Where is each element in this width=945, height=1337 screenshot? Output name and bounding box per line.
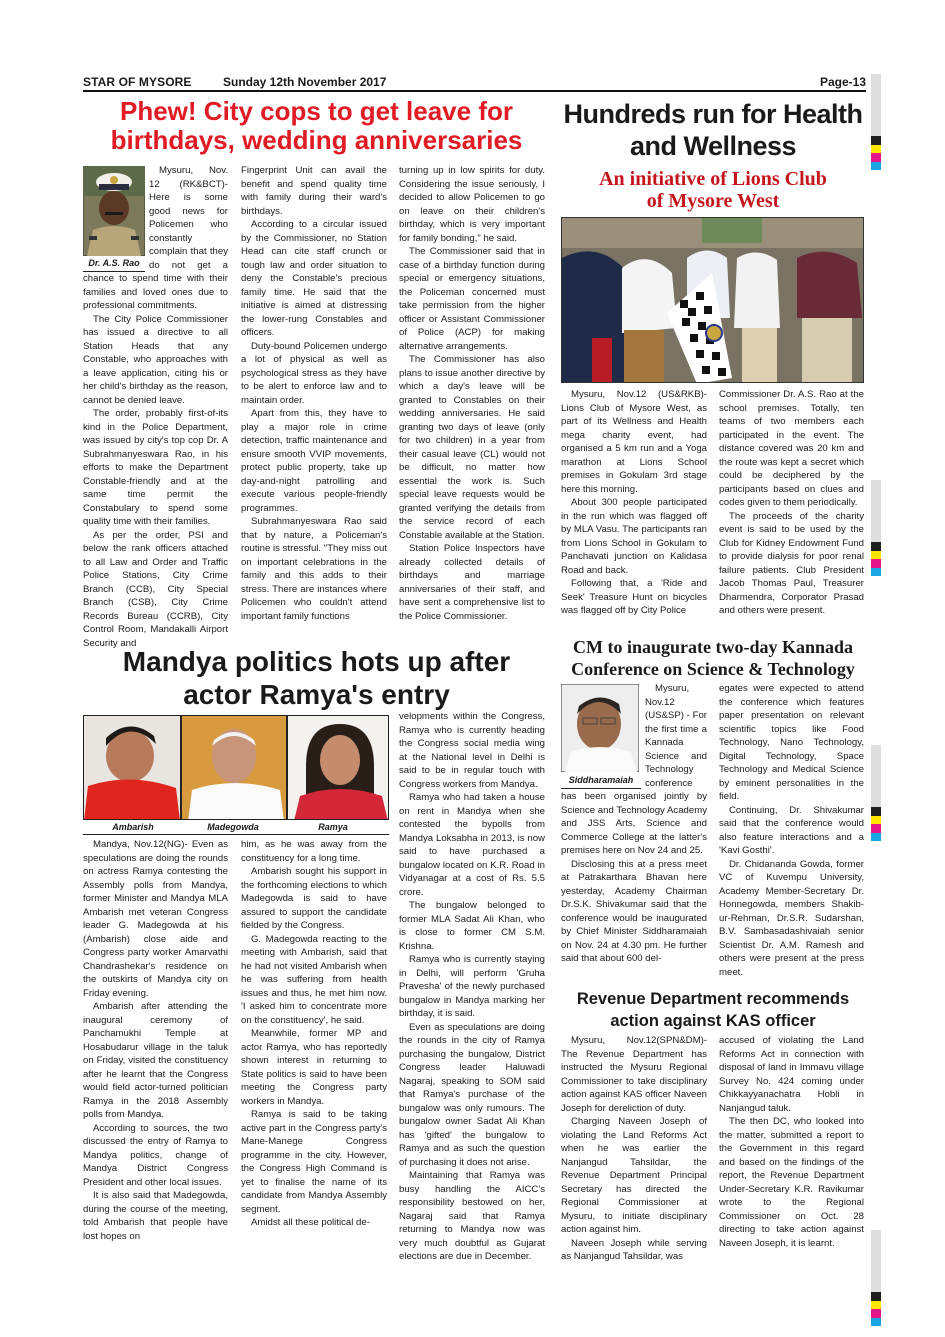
headline-kas [558,988,868,1032]
paragraph: The order, probably first-of-its kind in the Police Department, was issued by city's top cop Dr. A Subrahmanyeswara Rao, in his efforts to make the Department Constable-friendly and at the same time permit the Constabulary to spend some quality time with their families. [83,408,228,527]
article-kas-col2 [719,1034,864,1250]
paragraph: Ramya is said to be taking active part in the Congress party's Mane-Manege Congress programme in the city. However, the Congress High Command is yet to finalise the name of its candidate from Mandya Assembly segment. [241,1109,387,1215]
caption-rule [83,834,389,835]
event-photo-icon [562,218,864,383]
article-cops-col3 [399,164,545,623]
subhead-line: An initiative of Lions Club [599,168,827,190]
registration-bar [871,745,881,841]
paragraph: Ramya who is currently staying in Delhi, will perform 'Gruha Pravesha' of the newly purchased bungalow in Mandya marking her birthday, it is said. [399,954,545,1019]
paragraph: Dr. Chidananda Gowda, former VC of Kuvempu University, Academy Member-Secretary Dr. Honnegowda, members Shakib-ur-Rehman, Dr.S.R. Sudarshan, B.V. Sambasadashivaiah senior Scientist Dr. A.M. Ramesh and others were present at the press meet. [719,858,864,978]
paragraph: turning up in low spirits for duty. Considering the issue seriously, I decided to allow Policemen to go on leave on their children's birthday, which is very important for family bonding," he said. [399,165,545,244]
photo-caption: Ambarish [112,822,154,832]
paragraph: About 300 people participated in the run which was flagged off by MLA Vasu. The participants ran from Lions School in Gokulam to Panchavati junction on Kalidasa Road and back. [561,497,707,576]
article-run-col2 [719,388,864,618]
paragraph: Amidst all these political de- [251,1217,370,1228]
portraits-icon [84,716,389,820]
portrait-icon [83,166,145,256]
registration-bar [871,480,881,576]
paragraph: accused of violating the Land Reforms Act in connection with disposal of land in Immavu village Survey No. 424 coming under Chikkayyanachatra Hobli in Nanjangud taluk. [719,1035,864,1114]
paragraph: Subrahmanyeswara Rao said that by nature, a Policeman's routine is stressful. "They miss out on important celebrations in the family and this adds to their stress. There are instances where Policemen who couldn't attend important family functions [241,516,387,622]
paragraph: G. Madegowda reacting to the meeting with Ambarish, said that he had not visited Ambarish when he was suffering from health issues and thus, he met him now. 'I asked him to concentrate more on the constituency', he said. [241,933,387,1026]
photo-dr-as-rao [83,166,145,270]
paragraph: him, as he was away from the constituency for a long time. [241,839,387,864]
article-mandya-col3 [399,710,545,1264]
photo-caption: Siddharamaiah [561,774,641,789]
article-cops-col1 [83,164,228,650]
paragraph: The City Police Commissioner has issued a directive to all Station Heads that any Constable, who approaches with a leave application, citing his or her child's birthday as the reason, cannot be denied leave. [83,313,228,406]
headline-line: Hundreds run for Health [563,99,863,129]
headline-mandya [83,645,550,711]
newspaper-name: STAR OF MYSORE [83,75,192,89]
article-run-col1 [561,388,707,618]
photo-strip-mandya [83,715,389,820]
photo-caption: Dr. A.S. Rao [83,257,145,272]
photo-siddharamaiah [561,684,641,788]
paragraph: Commissioner Dr. A.S. Rao at the school premises. Totally, ten teams of two members each participated in the event. The distance covered was 20 km and the route was kept a secret which could be deciphered by the participants based on clues and codes given to them periodically. [719,389,864,508]
paragraph: Continuing, Dr. Shivakumar said that the conference would also feature interactions and a 'Kavi Gosthi'. [719,804,864,856]
paragraph: As per the order, PSI and below the rank officers attached to all Law and Order and Traffic Police Stations, City Crime Branch (CCB), City Special Branch (CSB), City Crime Records Bureau (CCRB), City Control Room, Mandakalli Airport Security and [83,529,228,649]
paragraph: Ramya who had taken a house on rent in Mandya when she contested the bypolls from Mandya Loksabha in 2013, is now said to have purchased a bungalow located on K.R. Road in Vidyanagar at a cost of Rs. 5.5 crore. [399,792,545,898]
paragraph: Mysuru, Nov.12 (US&RKB)- Lions Club of Mysore West, as part of its Wellness and Health mega charity event, had organised a 5 km run and a Yoga marathon at Lions School premises in Gokulam 3rd stage here this morning. [561,389,707,495]
paragraph: It is also said that Madegowda, during the course of the meeting, told Ambarish that people have lost hopes on [83,1190,228,1242]
paragraph: Mandya, Nov.12(NG)- Even as speculations are doing the rounds on actress Ramya contesting the Assembly polls from Mandya, former Minister and Mandya MLA Ambarish met veteran Congress leader G. Madegowda at his (Ambarish) close aide and Congress party worker Amarvathi Chandrashekar's residence on the outskirts of Mandya city on Friday evening. [83,839,228,999]
article-kas-col1 [561,1034,707,1264]
headline-cops [83,97,550,155]
headline-line: action against KAS officer [610,1012,816,1030]
headline-cm [558,636,868,680]
paragraph: Ambarish after attending the inaugural ceremony of Panchamukhi Temple at Hosabudarur village in the taluk on Friday, visited the constituency after he learnt that the Congress would field actor-turned politician Ramya in the 2018 Assembly polls from Mandya. [83,1001,228,1120]
article-cm-col2 [719,682,864,979]
paragraph: Charging Naveen Joseph of violating the Land Reforms Act when he was earlier the Nanjangud Tahsildar, the Revenue Department Principal Secretary has directed the Regional Commissioner at Mysuru, to initiate disciplinary action against him. [561,1116,707,1235]
headline-line: actor Ramya's entry [183,679,450,710]
paragraph: Following that, a 'Ride and Seek' Treasure Hunt on bicycles was flagged off by City Police [561,578,707,616]
headline-line: birthdays, wedding anniversaries [110,125,523,155]
paragraph: Disclosing this at a press meet at Patrakarthara Bhavan here yesterday, Academy Chairman Dr.S.K. Shivakumar said that the conference would be inaugurated by Chief Minister Siddharamaiah on Nov. 24 at 4.30 pm. He further said that about 600 del- [561,858,707,964]
paragraph: The proceeds of the charity event is said to be used by the Club for Kidney Endowment Fund to provide dialysis for poor renal failure patients. Club President Jacob Thomas Paul, Treasurer Dharmendra, Corporator Prasad and others were present. [719,510,864,616]
headline-line: Phew! City cops to get leave for [120,96,513,126]
paragraph: Mysuru, Nov.12(SPN&DM)- The Revenue Department has instructed the Mysuru Regional Commissioner to take disciplinary action against KAS officer Naveen Joseph for dereliction of duty. [561,1035,707,1114]
paragraph: Duty-bound Policemen undergo a lot of physical as well as psychological stress as they have to be alert to enforce law and to maintain order. [241,340,387,406]
headline-line: and Wellness [629,131,797,161]
paragraph: Mysuru, Nov.12 (US&SP) - For the first time a Kannada Science and Technology conference has been organised jointly by Science and Technology Academy and JSS Arts, Science and Commerce College at the latter's premises here on Nov 24 and 25. [561,683,707,856]
page-number: Page-13 [819,75,866,89]
paragraph: Even as speculations are doing the rounds in the city of Ramya purchasing the bungalow, District Congress leader Haluwadi Nagaraj, speaking to SOM said that Ramya's purchase of the bungalow was only rumours. The bungalow owner Sadat Ali Khan has 'gifted' the bungalow to Ramya and as such the question of purchasing it does not arise. [399,1021,545,1168]
paragraph: Naveen Joseph while serving as Nanjangud Tahsildar, was [561,1237,707,1262]
article-cm-col1 [561,682,707,966]
paragraph: Apart from this, they have to play a major role in crime detection, traffic maintenance and ensure smooth VVIP movements, protect public property, take up day-and-night patrolling and execute various people-friendly programmes. [241,408,387,514]
paragraph: The Commissioner has also plans to issue another directive by which a day's leave will be granted to Constables on their wedding anniversaries. He said granting two days of leave (only for two children) in a year from their casual leave (CL) would not be difficult, no matter how essential the work is. Such special leave requests would be granted verifying the details from the service record of each Constable available at the Station. [399,354,545,541]
registration-bar [871,1230,881,1326]
headline-line: Conference on Science & Technology [571,659,855,679]
photo-caption: Madegowda [207,822,259,832]
paragraph: Maintaining that Ramya was busy handling the AICC's responsibility bestowed on her, Nagaraj said that Ramya returning to Mandya now was very much doubtful as Gujarat elections are due in December. [399,1170,545,1262]
masthead [83,74,866,92]
registration-bar [871,74,881,170]
paragraph: velopments within the Congress, Ramya who is currently heading the Congress social media wing at the National level in Delhi is said to be in regular touch with Congress workers from Mandya. [399,711,545,790]
paragraph: According to a circular issued by the Commissioner, no Station Head can cite staff crunch or tough law and order situation to deny the Constable's precious family time. He said that the initiative is aimed at distressing the lower-rung Constables and officers. [241,219,387,338]
photo-flag-off [561,217,864,383]
headline-run [558,98,868,162]
article-cops-col2 [241,164,387,623]
paragraph: Meanwhile, former MP and actor Ramya, who has reportedly shown interest in returning to State politics is said to have been meeting the Congress party workers in Mandya. [241,1028,387,1107]
paragraph: Fingerprint Unit can avail the benefit and spend quality time with family during their ward's birthdays. [241,165,387,217]
paragraph: Station Police Inspectors have already collected details of birthdays and marriage anniversaries of their staff, and have sent a comprehensive list to the Police Commissioner. [399,543,545,622]
issue-date: Sunday 12th November 2017 [223,75,387,89]
article-mandya-col1 [83,838,228,1243]
headline-line: CM to inaugurate two-day Kannada [572,637,854,657]
subhead-line: of Mysore West [646,190,780,212]
paragraph: The bungalow belonged to former MLA Sadat Ali Khan, who is close to former CM S.M. Krishna. [399,900,545,952]
subhead-run [558,168,868,212]
paragraph: According to sources, the two discussed the entry of Ramya to Mandya politics, change of Mandya District Congress President and other local issues. [83,1122,228,1188]
paragraph: egates were expected to attend the conference which features paper presentation on relevant scientific topics like Food Technology, Nano Technology, Digital Technology, Space Technology and Medical Science by eminent personalities in the field. [719,683,864,802]
paragraph: Ambarish sought his support in the forthcoming elections to which Madegowda is said to have assured to support the candidate fielded by the Congress. [241,866,387,931]
headline-line: Revenue Department recommends [576,990,850,1008]
photo-caption: Ramya [318,822,348,832]
paragraph: The Commissioner said that in case of a birthday function during special or emergency situations, the Policeman concerned must take permission from the higher officer or Assistant Commissioner of Police (ACP) for making alternative arrangements. [399,246,545,352]
article-mandya-col2 [241,838,387,1230]
headline-line: Mandya politics hots up after [122,646,511,677]
paragraph: Mysuru, Nov. 12 (RK&BCT)- Here is some good news for Policemen who constantly complain that they do not get a chance to spend time with their families and loved ones due to professional commitments. [83,165,228,311]
paragraph: The then DC, who looked into the matter, submitted a report to the Government in this regard and based on the findings of the report, the Revenue Department Under-Secretary K.R. Ravikumar wrote to the Regional Commissioner on Oct. 28 directing to take action against Naveen Joseph, it is learnt. [719,1116,864,1249]
portrait-icon [561,684,639,772]
